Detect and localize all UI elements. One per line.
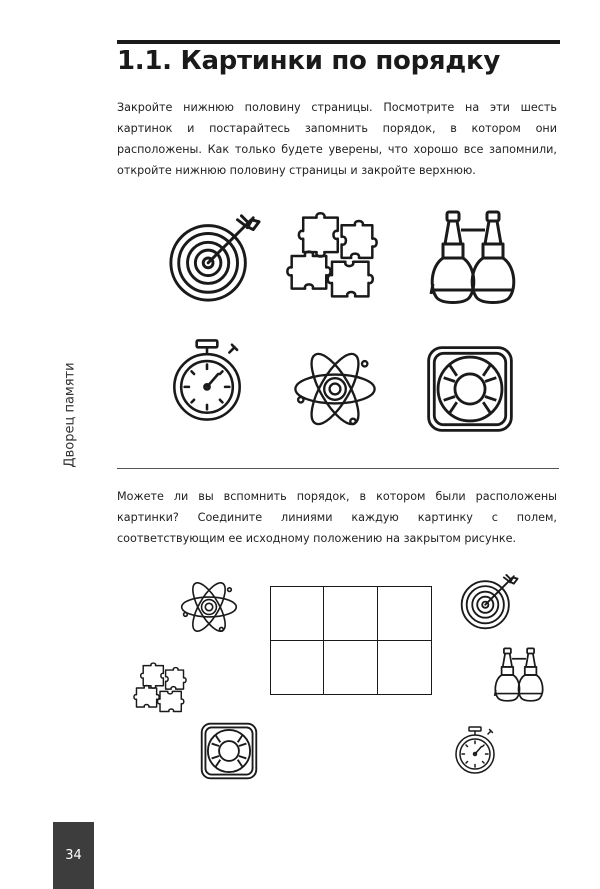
answer-cell-5[interactable] (324, 641, 377, 695)
answer-cell-2[interactable] (324, 587, 377, 641)
section-side-label-text: Дворец памяти (62, 362, 78, 468)
lifebuoy-icon[interactable] (198, 720, 260, 782)
instruction-paragraph-memorize: Закройте нижнюю половину страницы. Посмотрите на эти шесть картинок и постарайтесь запомнить порядок, в котором они расположены. Как только будете уверены, что хорошо все запомнили, откройте нижнюю половину страницы и закройте верхнюю. (117, 101, 557, 177)
page-title: 1.1. Картинки по порядку (117, 46, 500, 76)
section-side-label (60, 350, 80, 480)
lifebuoy-icon (423, 342, 517, 436)
answer-cell-3[interactable] (378, 587, 431, 641)
page-number (53, 822, 94, 889)
answer-cell-4[interactable] (271, 641, 324, 695)
stopwatch-icon[interactable] (450, 722, 500, 778)
section-divider (117, 468, 559, 469)
answer-cell-6[interactable] (378, 641, 431, 695)
answer-cell-1[interactable] (271, 587, 324, 641)
target-icon[interactable] (458, 570, 520, 632)
title-rule (117, 40, 560, 44)
instruction-paragraph-recall: Можете ли вы вспомнить порядок, в котором были расположены картинки? Соедините линиями каждую картинку с полем, соответствующим ее исходному положению на закрытом рисунке. (117, 490, 557, 545)
answer-grid (270, 586, 432, 695)
atom-icon (290, 344, 380, 434)
atom-icon[interactable] (178, 576, 240, 638)
puzzle-icon (284, 208, 380, 304)
page-number-text: 34 (65, 848, 82, 863)
target-icon (165, 208, 263, 306)
stopwatch-icon (164, 335, 250, 425)
binoculars-icon (423, 208, 523, 308)
binoculars-icon[interactable] (490, 646, 548, 704)
puzzle-icon[interactable] (132, 660, 188, 716)
